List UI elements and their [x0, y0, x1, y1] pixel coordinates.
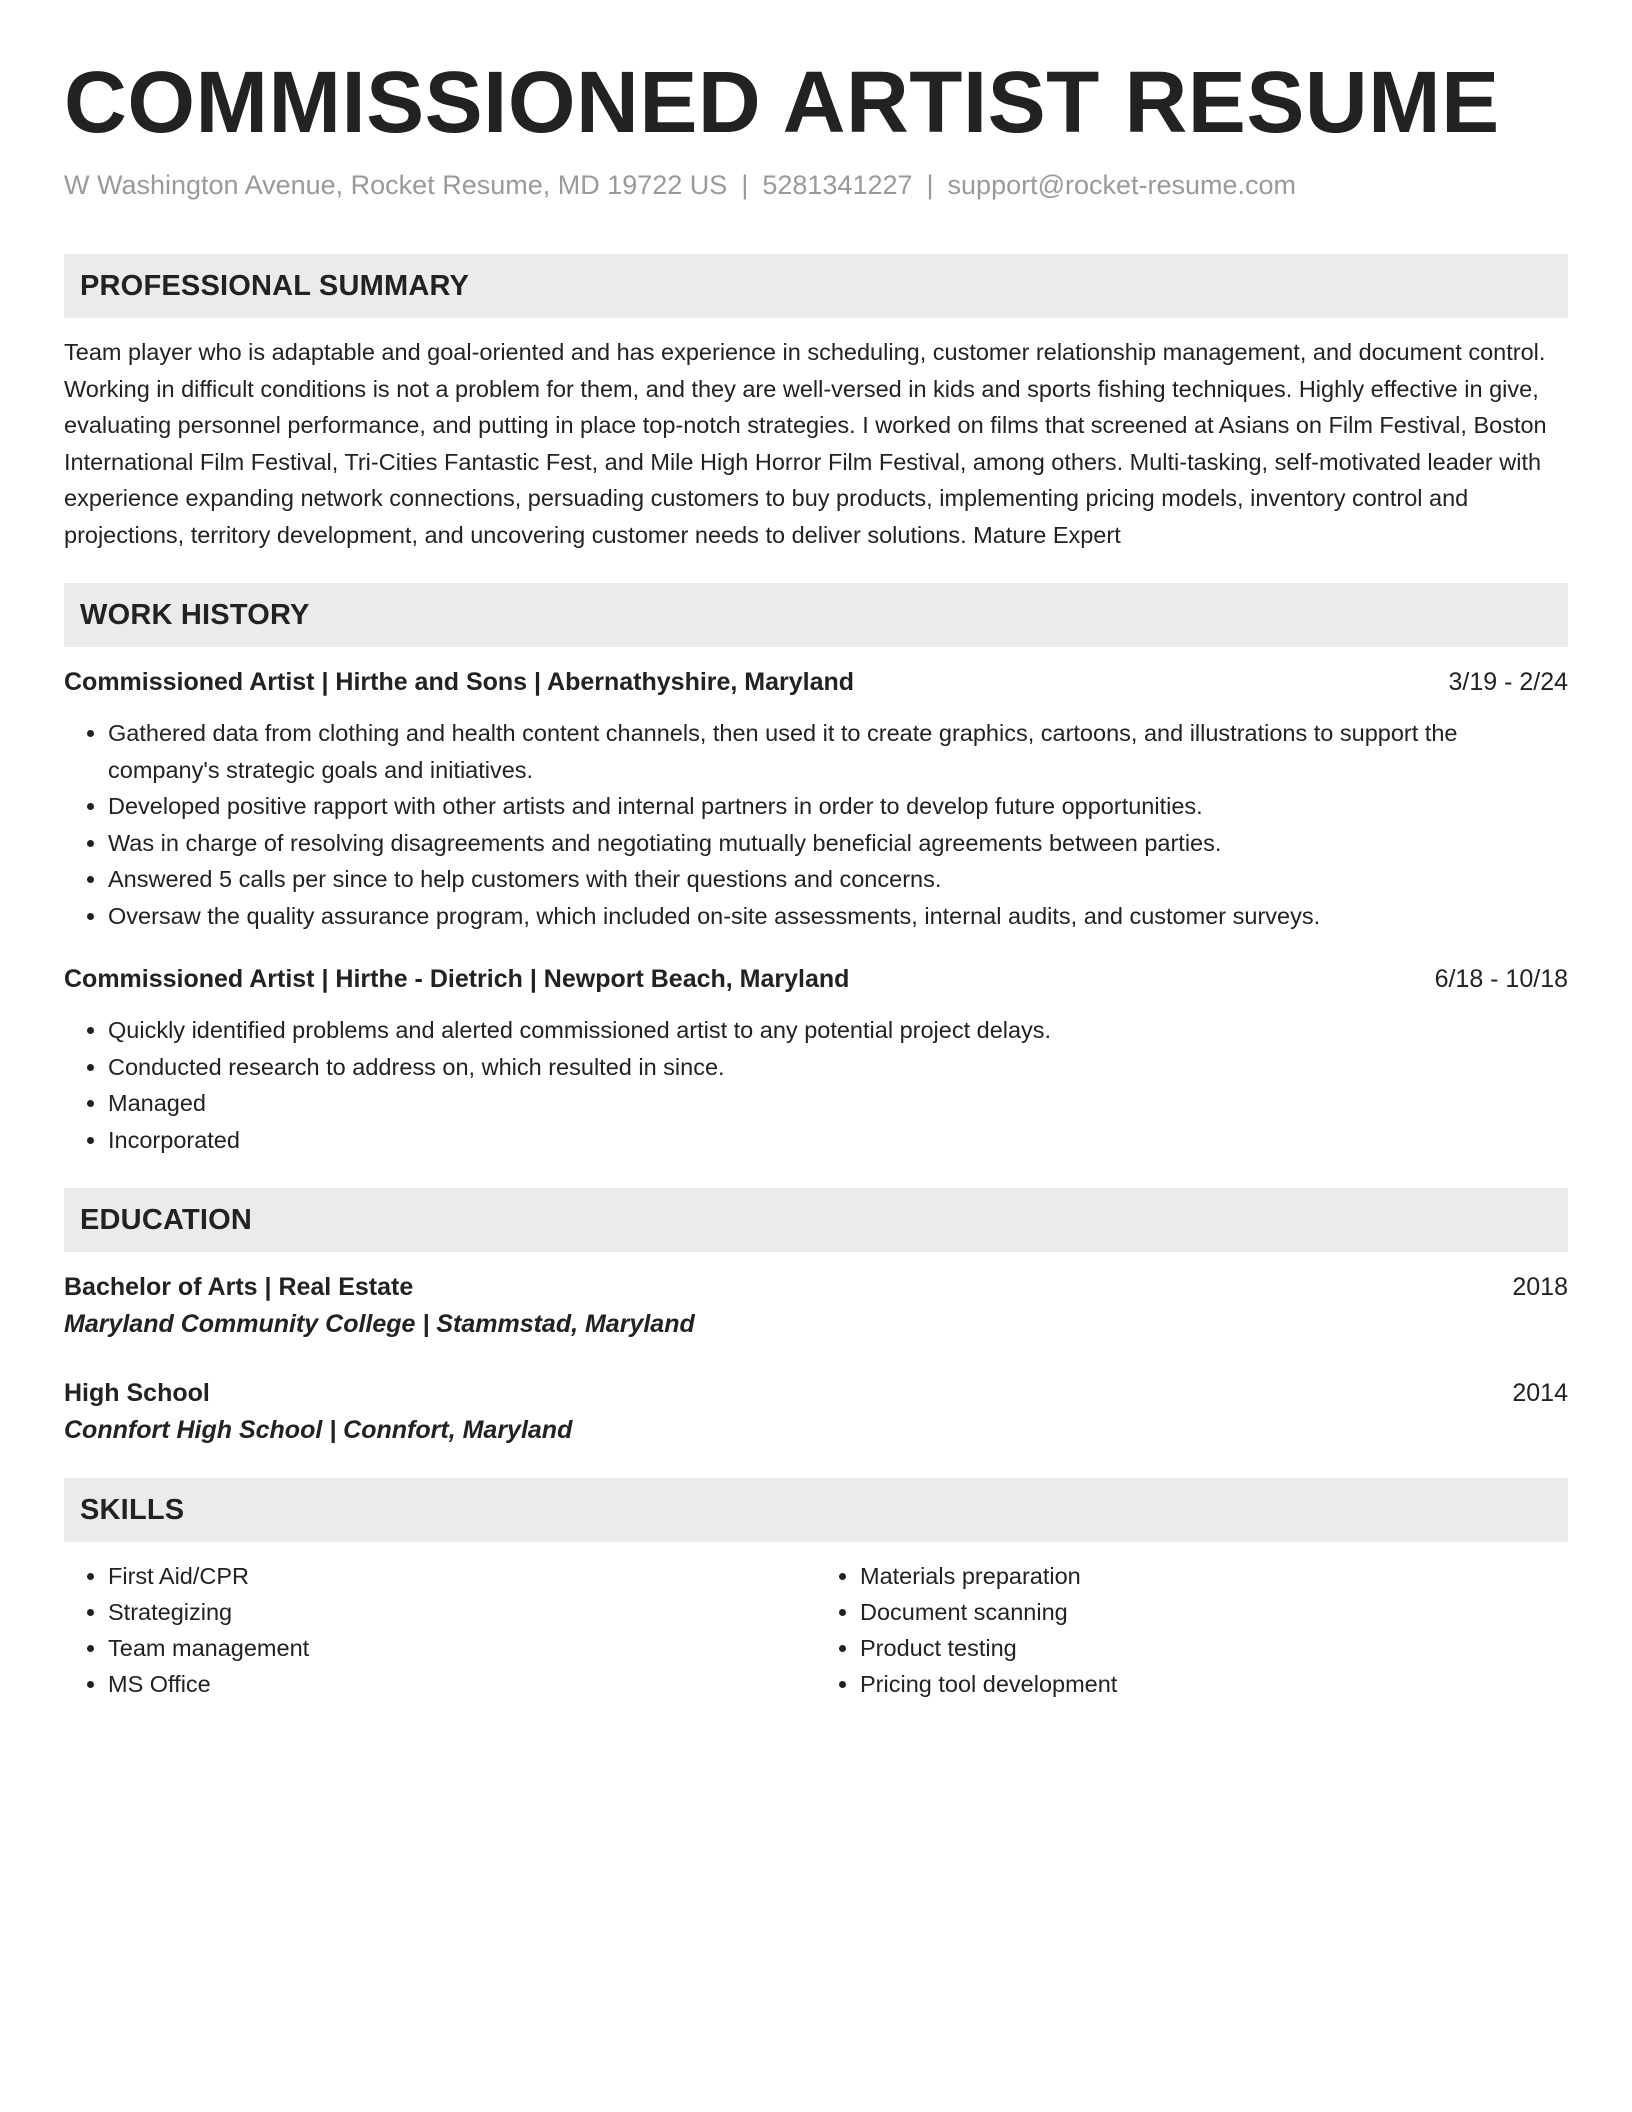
contact-separator: | — [741, 170, 749, 200]
skill-item: • Team management — [108, 1630, 816, 1666]
section-heading-work-history: WORK HISTORY — [64, 583, 1568, 647]
education-school: Maryland Community College | Stammstad, Maryland — [64, 1310, 695, 1338]
education-header — [64, 1270, 1568, 1304]
job-title: Commissioned Artist | Hirthe - Dietrich | Newport Beach, Maryland — [64, 965, 850, 993]
education-header — [64, 1376, 1568, 1410]
resume-title: COMMISSIONED ARTIST RESUME — [64, 54, 1500, 151]
education-entry — [64, 1270, 1568, 1342]
skill-item: • Materials preparation — [860, 1558, 1568, 1594]
skills-column-right — [816, 1558, 1568, 1702]
contact-phone: 5281341227 — [762, 170, 913, 200]
skill-item: • First Aid/CPR — [108, 1558, 816, 1594]
job-bullet-list — [64, 715, 1568, 934]
summary-text: Team player who is adaptable and goal-oriented and has experience in scheduling, customer relationship management, and document control. Working in difficult conditions is not a problem for them, and they are well-versed in kids and sports fishing techniques. Highly effective in give, evaluating personnel performance, and putting in place top-notch strategies. I worked on films that screened at Asians on Film Festival, Boston International Film Festival, Tri-Cities Fantastic Fest, and Mile High Horror Film Festival, among others. Multi-tasking, self-motivated leader with experience expanding network connections, persuading customers to buy products, implementing pricing models, inventory control and projections, territory development, and uncovering customer needs to deliver solutions. Mature Expert — [64, 339, 1547, 548]
education-degree: High School — [64, 1379, 210, 1407]
job-bullet: • Conducted research to address on, which resulted in since. — [108, 1049, 1568, 1086]
section-heading-education: EDUCATION — [64, 1188, 1568, 1252]
education-entry — [64, 1376, 1568, 1448]
skills-grid — [64, 1558, 1568, 1702]
skill-item: • Pricing tool development — [860, 1666, 1568, 1702]
job-bullet: • Gathered data from clothing and health content channels, then used it to create graphics, cartoons, and illustrations to support the company's strategic goals and initiatives. — [108, 715, 1568, 788]
skills-list — [816, 1558, 1568, 1702]
job-dates: 6/18 - 10/18 — [1434, 965, 1568, 993]
contact-line — [64, 168, 1568, 202]
job-header — [64, 962, 1568, 996]
job-bullet: • Incorporated — [108, 1122, 1568, 1159]
job-bullet-list — [64, 1012, 1568, 1158]
skill-item: • MS Office — [108, 1666, 816, 1702]
job-bullet: • Developed positive rapport with other artists and internal partners in order to develop future opportunities. — [108, 788, 1568, 825]
job-entry — [64, 665, 1568, 934]
contact-email: support@rocket-resume.com — [947, 170, 1297, 200]
skills-column-left — [64, 1558, 816, 1702]
job-bullet: • Oversaw the quality assurance program, which included on-site assessments, internal audits, and customer surveys. — [108, 898, 1568, 935]
job-bullet: • Quickly identified problems and alerted commissioned artist to any potential project delays. — [108, 1012, 1568, 1049]
skill-item: • Product testing — [860, 1630, 1568, 1666]
contact-separator: | — [926, 170, 934, 200]
education-school: Connfort High School | Connfort, Maryland — [64, 1416, 573, 1444]
job-dates: 3/19 - 2/24 — [1448, 668, 1568, 696]
job-bullet: • Managed — [108, 1085, 1568, 1122]
contact-address: W Washington Avenue, Rocket Resume, MD 19722 US — [64, 170, 728, 200]
education-year: 2014 — [1512, 1379, 1568, 1407]
skills-list — [64, 1558, 816, 1702]
skill-item: • Strategizing — [108, 1594, 816, 1630]
section-heading-summary: PROFESSIONAL SUMMARY — [64, 254, 1568, 318]
job-entry — [64, 962, 1568, 1158]
section-heading-skills: SKILLS — [64, 1478, 1568, 1542]
job-header — [64, 665, 1568, 699]
skill-item: • Document scanning — [860, 1594, 1568, 1630]
job-bullet: • Answered 5 calls per since to help customers with their questions and concerns. — [108, 861, 1568, 898]
job-bullet: • Was in charge of resolving disagreements and negotiating mutually beneficial agreements between parties. — [108, 825, 1568, 862]
job-title: Commissioned Artist | Hirthe and Sons | Abernathyshire, Maryland — [64, 668, 855, 696]
education-year: 2018 — [1512, 1273, 1568, 1301]
education-degree: Bachelor of Arts | Real Estate — [64, 1273, 414, 1301]
